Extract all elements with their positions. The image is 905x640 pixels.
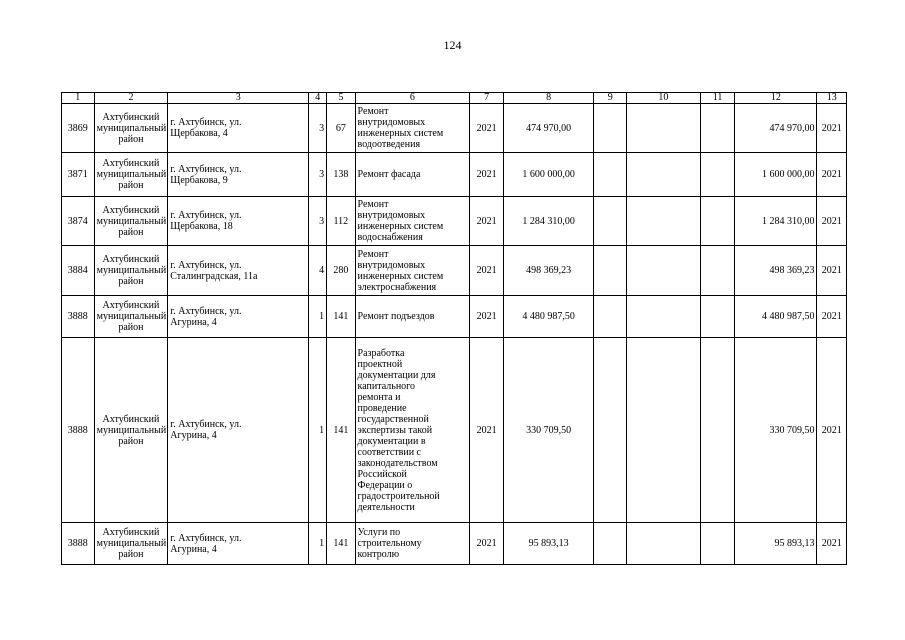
cell-record-number: 3884	[62, 246, 95, 296]
cell-municipality: Ахтубинский муниципальный район	[94, 153, 168, 197]
cell-work-type: Ремонт внутридомовых инженерных систем водоотведения	[355, 104, 470, 153]
cell-record-number: 3869	[62, 104, 95, 153]
cell-cost: 1 284 310,00	[503, 197, 593, 246]
cell-total: 4 480 987,50	[735, 296, 817, 338]
cell-year: 2021	[470, 153, 504, 197]
cell-completion-year: 2021	[817, 104, 847, 153]
cell-address: г. Ахтубинск, ул. Щербакова, 9	[168, 153, 309, 197]
cell-municipality: Ахтубинский муниципальный район	[94, 296, 168, 338]
table-row	[62, 104, 847, 153]
cell-total: 1 600 000,00	[735, 153, 817, 197]
column-header: 13	[817, 93, 847, 104]
cell-year: 2021	[470, 338, 504, 523]
cell-completion-year: 2021	[817, 197, 847, 246]
cell-record-number: 3874	[62, 197, 95, 246]
cell-col9	[594, 104, 627, 153]
column-header: 7	[470, 93, 504, 104]
cell-address: г. Ахтубинск, ул. Агурина, 4	[168, 523, 309, 565]
table-row	[62, 338, 847, 523]
cell-completion-year: 2021	[817, 153, 847, 197]
cell-col5: 141	[327, 338, 355, 523]
table-row	[62, 523, 847, 565]
cell-cost: 474 970,00	[503, 104, 593, 153]
cell-completion-year: 2021	[817, 296, 847, 338]
cell-col10	[627, 153, 701, 197]
cell-col9	[594, 338, 627, 523]
column-header: 2	[94, 93, 168, 104]
cell-municipality: Ахтубинский муниципальный район	[94, 197, 168, 246]
column-header: 9	[594, 93, 627, 104]
cell-col4: 1	[309, 523, 327, 565]
cell-total: 474 970,00	[735, 104, 817, 153]
cell-col11	[700, 296, 735, 338]
cell-record-number: 3888	[62, 523, 95, 565]
cell-col5: 141	[327, 523, 355, 565]
cell-year: 2021	[470, 104, 504, 153]
cell-address: г. Ахтубинск, ул. Агурина, 4	[168, 338, 309, 523]
cell-year: 2021	[470, 296, 504, 338]
cell-col10	[627, 296, 701, 338]
cell-col10	[627, 197, 701, 246]
cell-col5: 112	[327, 197, 355, 246]
cell-col5: 141	[327, 296, 355, 338]
cell-col4: 1	[309, 296, 327, 338]
cell-col4: 3	[309, 153, 327, 197]
cell-col4: 3	[309, 197, 327, 246]
column-header: 6	[355, 93, 470, 104]
cell-completion-year: 2021	[817, 246, 847, 296]
cell-municipality: Ахтубинский муниципальный район	[94, 523, 168, 565]
cell-record-number: 3871	[62, 153, 95, 197]
table-row	[62, 246, 847, 296]
cell-col4: 3	[309, 104, 327, 153]
column-number-header-row	[62, 93, 847, 104]
cell-work-type: Услуги по строительному контролю	[355, 523, 470, 565]
cell-cost: 4 480 987,50	[503, 296, 593, 338]
column-header: 3	[168, 93, 309, 104]
cell-address: г. Ахтубинск, ул. Щербакова, 4	[168, 104, 309, 153]
cell-col10	[627, 246, 701, 296]
cell-work-type: Ремонт внутридомовых инженерных систем водоснабжения	[355, 197, 470, 246]
column-header: 12	[735, 93, 817, 104]
column-header: 4	[309, 93, 327, 104]
cell-col11	[700, 153, 735, 197]
cell-year: 2021	[470, 246, 504, 296]
cell-address: г. Ахтубинск, ул. Агурина, 4	[168, 296, 309, 338]
cell-col11	[700, 197, 735, 246]
cell-col9	[594, 296, 627, 338]
cell-col4: 1	[309, 338, 327, 523]
cell-col11	[700, 104, 735, 153]
table-row	[62, 296, 847, 338]
cell-col10	[627, 104, 701, 153]
cell-municipality: Ахтубинский муниципальный район	[94, 246, 168, 296]
page-number: 124	[443, 38, 462, 52]
cell-work-type: Ремонт подъездов	[355, 296, 470, 338]
cell-col11	[700, 338, 735, 523]
cell-col9	[594, 197, 627, 246]
column-header: 1	[62, 93, 95, 104]
cell-total: 95 893,13	[735, 523, 817, 565]
cell-col9	[594, 153, 627, 197]
column-header: 10	[627, 93, 701, 104]
cell-address: г. Ахтубинск, ул. Сталинградская, 11а	[168, 246, 309, 296]
cell-cost: 95 893,13	[503, 523, 593, 565]
cell-cost: 1 600 000,00	[503, 153, 593, 197]
cell-municipality: Ахтубинский муниципальный район	[94, 338, 168, 523]
cell-record-number: 3888	[62, 296, 95, 338]
cell-completion-year: 2021	[817, 338, 847, 523]
cell-year: 2021	[470, 197, 504, 246]
cell-year: 2021	[470, 523, 504, 565]
cell-work-type: Разработка проектной документации для капитального ремонта и проведение государственной экспертизы такой документации в соответствии с законодательством Российской Федерации о градостроительной деятельности	[355, 338, 470, 523]
cell-completion-year: 2021	[817, 523, 847, 565]
cell-col9	[594, 523, 627, 565]
cell-col10	[627, 338, 701, 523]
cell-col9	[594, 246, 627, 296]
column-header: 8	[503, 93, 593, 104]
cell-col11	[700, 523, 735, 565]
table-row	[62, 153, 847, 197]
cell-record-number: 3888	[62, 338, 95, 523]
cell-col5: 138	[327, 153, 355, 197]
cell-col10	[627, 523, 701, 565]
cell-col5: 67	[327, 104, 355, 153]
capital-repair-table	[61, 92, 847, 565]
cell-total: 330 709,50	[735, 338, 817, 523]
column-header: 5	[327, 93, 355, 104]
cell-col11	[700, 246, 735, 296]
column-header: 11	[700, 93, 735, 104]
cell-work-type: Ремонт фасада	[355, 153, 470, 197]
cell-cost: 330 709,50	[503, 338, 593, 523]
cell-municipality: Ахтубинский муниципальный район	[94, 104, 168, 153]
cell-address: г. Ахтубинск, ул. Щербакова, 18	[168, 197, 309, 246]
cell-cost: 498 369,23	[503, 246, 593, 296]
cell-total: 1 284 310,00	[735, 197, 817, 246]
table-row	[62, 197, 847, 246]
cell-col4: 4	[309, 246, 327, 296]
cell-total: 498 369,23	[735, 246, 817, 296]
cell-work-type: Ремонт внутридомовых инженерных систем электроснабжения	[355, 246, 470, 296]
cell-col5: 280	[327, 246, 355, 296]
